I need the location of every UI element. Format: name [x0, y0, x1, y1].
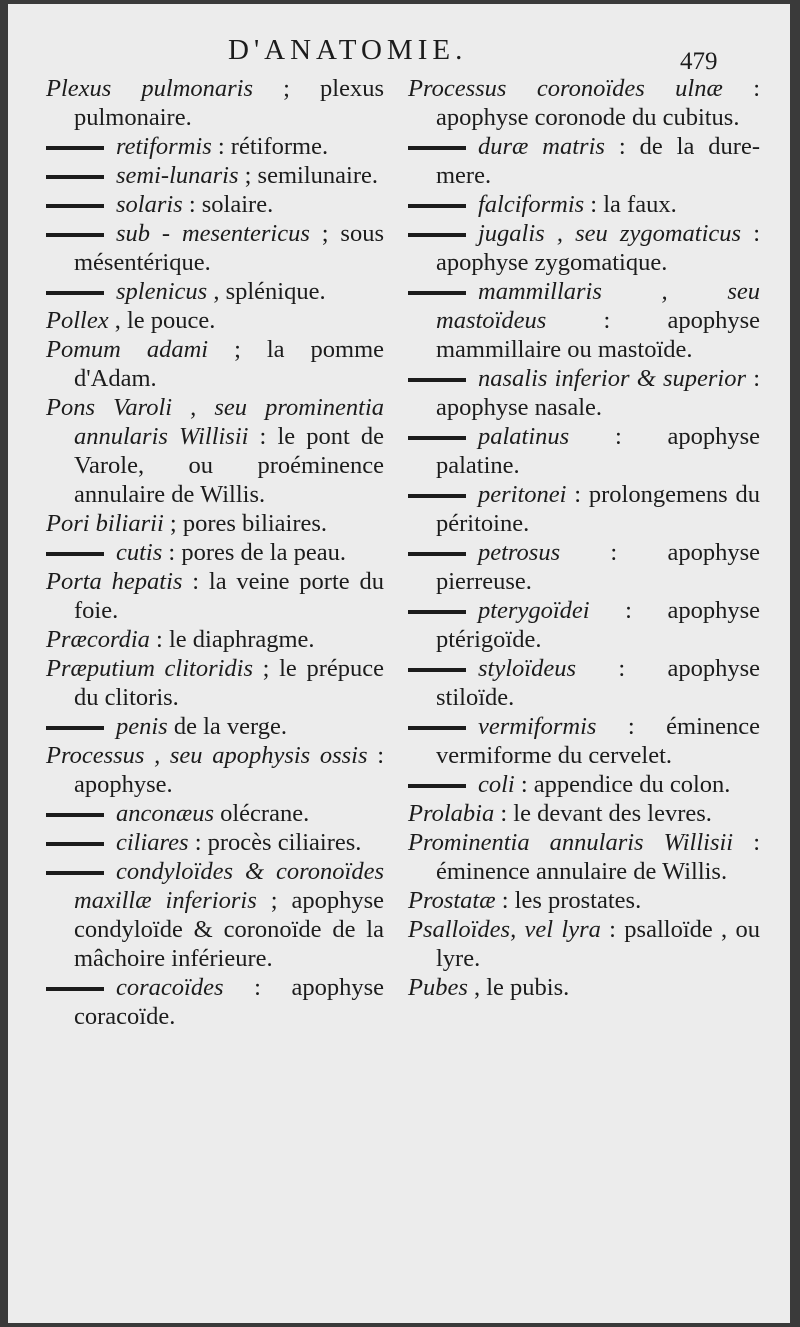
right-column [408, 74, 760, 1002]
dictionary-entry [408, 538, 760, 596]
entry-latin-term: Porta hepatis [46, 568, 183, 595]
entry-french-translation: : la faux. [584, 191, 677, 218]
entry-latin-term: penis [116, 713, 168, 740]
entry-french-translation: : prolongemens du péritoine. [436, 481, 760, 537]
entry-latin-term: jugalis , seu zygomaticus [478, 220, 742, 247]
entry-french-translation: , le pouce. [108, 307, 216, 334]
dictionary-entry [408, 364, 760, 422]
entry-latin-term: anconæus [116, 800, 214, 827]
entry-french-translation: : appendice du colon. [514, 771, 731, 798]
entry-french-translation: : de la dure-mere. [436, 133, 760, 189]
dictionary-entry [46, 567, 384, 625]
dictionary-entry [408, 828, 760, 886]
entry-french-translation: ; la pomme d'Adam. [74, 336, 384, 392]
entry-french-translation: : les prostates. [495, 887, 642, 914]
dictionary-entry [46, 335, 384, 393]
dictionary-entry [408, 915, 760, 973]
repeat-dash [46, 987, 104, 991]
entry-french-translation: : apophyse nasale. [436, 365, 761, 421]
dictionary-entry [408, 886, 760, 915]
entry-french-translation: : pores de la peau. [162, 539, 346, 566]
repeat-dash [46, 552, 104, 556]
entry-latin-term: solaris [116, 191, 183, 218]
entry-latin-term: cutis [116, 539, 163, 566]
entry-latin-term: coracoïdes [116, 974, 224, 1001]
dictionary-entry [46, 654, 384, 712]
dictionary-entry [46, 190, 384, 219]
dictionary-entry [46, 712, 384, 741]
entry-french-translation: : le pont de Varole, ou proéminence annulaire de Willis. [74, 423, 385, 508]
repeat-dash [46, 842, 104, 846]
entry-french-translation: de la verge. [167, 713, 287, 740]
repeat-dash [46, 871, 104, 875]
dictionary-entry [46, 277, 384, 306]
entry-latin-term: Psalloïdes, vel lyra [408, 916, 601, 943]
repeat-dash [408, 204, 466, 208]
running-title: D'ANATOMIE. [228, 34, 468, 66]
dictionary-entry [408, 277, 760, 364]
entry-french-translation: : le diaphragme. [149, 626, 315, 653]
dictionary-entry [46, 973, 384, 1031]
entry-french-translation: : apophyse. [74, 742, 384, 798]
entry-french-translation: ; sous mésentérique. [74, 220, 384, 276]
entry-french-translation: : apophyse mammillaire ou mastoïde. [436, 307, 760, 363]
repeat-dash [408, 494, 466, 498]
repeat-dash [46, 813, 104, 817]
entry-latin-term: peritonei [478, 481, 567, 508]
dictionary-entry [408, 480, 760, 538]
repeat-dash [408, 233, 466, 237]
entry-french-translation: : apophyse ptérigoïde. [436, 597, 760, 653]
dictionary-entry [46, 161, 384, 190]
entry-french-translation: : rétiforme. [211, 133, 329, 160]
repeat-dash [408, 436, 466, 440]
dictionary-entry [408, 219, 760, 277]
entry-latin-term: condyloïdes & coronoïdes maxillæ inferioris [74, 858, 384, 914]
dictionary-entry [408, 422, 760, 480]
dictionary-entry [46, 306, 384, 335]
entry-french-translation: : apophyse stiloïde. [436, 655, 760, 711]
entry-latin-term: mammillaris , seu mastoïdeus [436, 278, 760, 334]
entry-latin-term: Pons Varoli , seu prominentia annularis Willisii [46, 394, 384, 450]
entry-french-translation: : solaire. [182, 191, 274, 218]
entry-latin-term: duræ matris [478, 133, 605, 160]
dictionary-entry [46, 799, 384, 828]
entry-latin-term: ciliares [116, 829, 189, 856]
entry-latin-term: Pori biliarii [46, 510, 164, 537]
dictionary-entry [408, 973, 760, 1002]
entry-latin-term: Processus coronoïdes ulnæ [408, 75, 723, 102]
repeat-dash [408, 610, 466, 614]
entry-latin-term: Prostatæ [408, 887, 496, 914]
dictionary-entry [46, 538, 384, 567]
dictionary-entry [408, 799, 760, 828]
dictionary-entry [46, 132, 384, 161]
entry-french-translation: , splénique. [207, 278, 326, 305]
entry-latin-term: styloïdeus [478, 655, 576, 682]
entry-latin-term: Pubes [408, 974, 468, 1001]
entry-french-translation: : la veine porte du foie. [74, 568, 384, 624]
entry-latin-term: vermiformis [478, 713, 597, 740]
repeat-dash [408, 726, 466, 730]
entry-latin-term: pterygoïdei [478, 597, 590, 624]
dictionary-entry [408, 770, 760, 799]
repeat-dash [46, 204, 104, 208]
entry-latin-term: Plexus pulmonaris [46, 75, 254, 102]
entry-latin-term: Processus , seu apophysis ossis [46, 742, 368, 769]
entry-french-translation: : le devant des levres. [494, 800, 712, 827]
dictionary-entry [46, 625, 384, 654]
entry-latin-term: Pomum adami [46, 336, 209, 363]
entry-french-translation: : apophyse palatine. [436, 423, 760, 479]
entry-french-translation: , le pubis. [467, 974, 570, 1001]
entry-french-translation: : apophyse coracoïde. [74, 974, 384, 1030]
dictionary-entry [46, 509, 384, 538]
repeat-dash [408, 668, 466, 672]
entry-latin-term: falciformis [478, 191, 585, 218]
repeat-dash [408, 552, 466, 556]
entry-latin-term: retiformis [116, 133, 212, 160]
dictionary-entry [46, 741, 384, 799]
entry-french-translation: : éminence vermiforme du cervelet. [436, 713, 760, 769]
entry-latin-term: coli [478, 771, 515, 798]
dictionary-entry [46, 393, 384, 509]
entry-latin-term: Prolabia [408, 800, 495, 827]
dictionary-entry [408, 712, 760, 770]
entry-french-translation: ; semilunaire. [238, 162, 378, 189]
book-page [8, 4, 790, 1323]
entry-latin-term: petrosus [478, 539, 561, 566]
left-column [46, 74, 384, 1031]
entry-latin-term: nasalis inferior & superior [478, 365, 746, 392]
repeat-dash [46, 291, 104, 295]
dictionary-entry [46, 857, 384, 973]
repeat-dash [46, 233, 104, 237]
dictionary-entry [408, 190, 760, 219]
dictionary-entry [408, 74, 760, 132]
entry-latin-term: sub - mesentericus [116, 220, 310, 247]
dictionary-entry [46, 828, 384, 857]
entry-french-translation: : psalloïde , ou lyre. [436, 916, 760, 972]
entry-french-translation: : procès ciliaires. [188, 829, 362, 856]
dictionary-entry [46, 74, 384, 132]
entry-latin-term: Pollex [46, 307, 109, 334]
repeat-dash [408, 291, 466, 295]
entry-latin-term: splenicus [116, 278, 208, 305]
dictionary-entry [46, 219, 384, 277]
repeat-dash [408, 784, 466, 788]
repeat-dash [408, 146, 466, 150]
dictionary-entry [408, 654, 760, 712]
entry-french-translation: ; apophyse condyloïde & coronoïde de la mâchoire inférieure. [74, 887, 384, 972]
entry-french-translation: : apophyse coronode du cubitus. [436, 75, 760, 131]
dictionary-entry [408, 596, 760, 654]
entry-latin-term: palatinus [478, 423, 570, 450]
dictionary-entry [408, 132, 760, 190]
entry-french-translation: ; plexus pulmonaire. [74, 75, 384, 131]
entry-french-translation: ; pores biliaires. [163, 510, 328, 537]
repeat-dash [46, 175, 104, 179]
repeat-dash [46, 146, 104, 150]
repeat-dash [46, 726, 104, 730]
entry-latin-term: Præcordia [46, 626, 150, 653]
entry-latin-term: Prominentia annularis Willisii [408, 829, 734, 856]
page-number: 479 [680, 48, 718, 75]
entry-french-translation: olécrane. [214, 800, 310, 827]
entry-french-translation: : éminence annulaire de Willis. [436, 829, 760, 885]
entry-latin-term: Præputium clitoridis [46, 655, 254, 682]
entry-french-translation: ; le prépuce du clitoris. [74, 655, 384, 711]
repeat-dash [408, 378, 466, 382]
entry-latin-term: semi-lunaris [116, 162, 239, 189]
running-header [8, 34, 790, 74]
entry-french-translation: : apophyse pierreuse. [436, 539, 760, 595]
entry-french-translation: : apophyse zygomatique. [436, 220, 760, 276]
